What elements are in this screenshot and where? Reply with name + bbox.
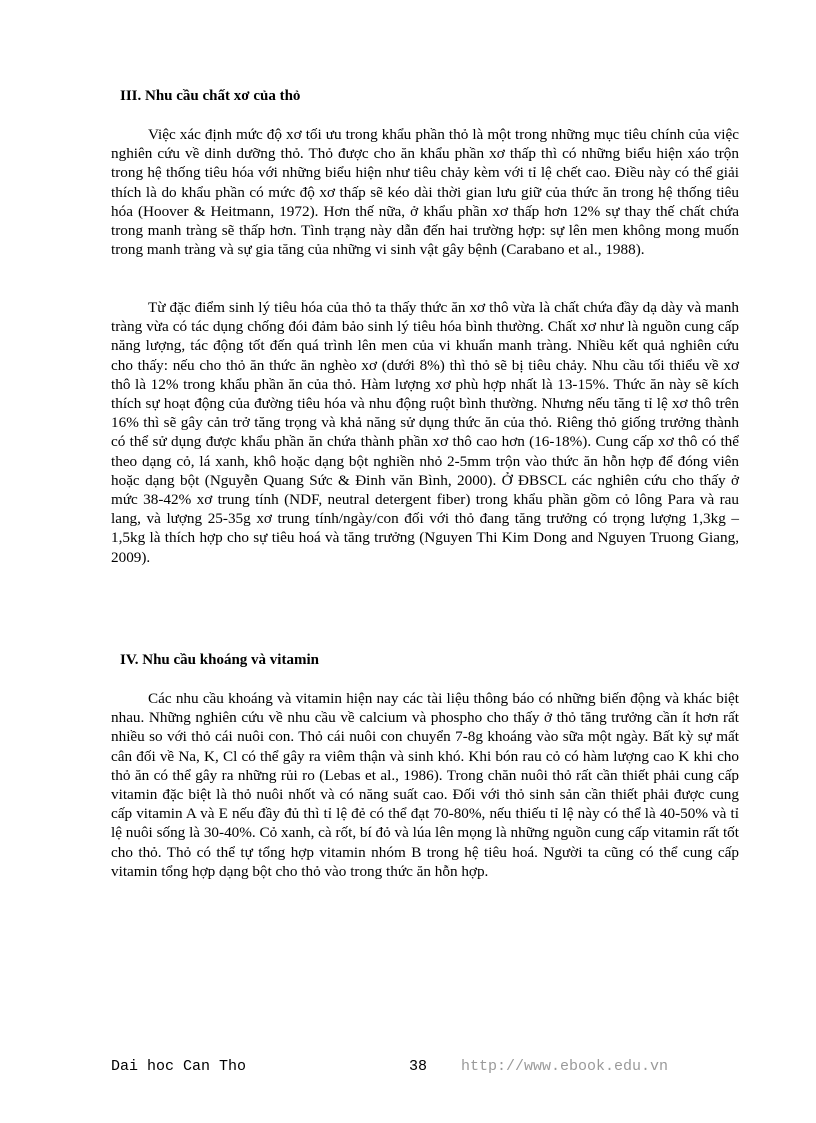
section-3-paragraph-1: Việc xác định mức độ xơ tối ưu trong khẩu phần thỏ là một trong những mục tiêu chính của việc nghiên cứu về dinh dưỡng thỏ. Thỏ được cho ăn khẩu phần xơ thấp thì có những biểu hiện xáo trộn trong hệ thống tiêu hóa với những biểu hiện như tiêu chảy kèm với tỉ lệ chết cao. Điều này có thể giải thích là do khẩu phần có mức độ xơ thấp sẽ kéo dài thời gian lưu giữ của thức ăn trong hệ thống tiêu hóa (Hoover & Heitmann, 1972). Hơn thế nữa, ở khẩu phần xơ thấp hơn 12% sự thay thế chất chứa trong manh tràng sẽ thấp hơn. Tình trạng này dẫn đến hai trường hợp: sự lên men không mong muốn trong manh tràng và sự gia tăng của những vi sinh vật gây bệnh (Carabano et al., 1988). (111, 126, 739, 259)
section-4-heading: IV. Nhu cầu khoáng và vitamin (120, 652, 319, 668)
section-3-paragraph-2: Từ đặc điểm sinh lý tiêu hóa của thỏ ta thấy thức ăn xơ thô vừa là chất chứa đầy dạ dày và manh tràng vừa có tác dụng chống đói đảm bảo sinh lý tiêu hóa bình thường. Chất xơ như là nguồn cung cấp năng lượng, tác động tốt đến quá trình lên men của vi khuẩn manh tràng. Nhiều kết quả nghiên cứu cho thấy: nếu cho thỏ ăn thức ăn nghèo xơ (dưới 8%) thì thỏ sẽ bị tiêu chảy. Nhu cầu tối thiểu về xơ thô là 12% trong khẩu phần ăn của thỏ. Hàm lượng xơ phù hợp nhất là 13-15%. Thức ăn này sẽ kích thích sự hoạt động của đường tiêu hóa và nhu động ruột bình thường. Nhưng nếu tăng tỉ lệ xơ thô trên 16% thì sẽ gây cản trở tăng trọng và khả năng sử dụng thức ăn của thỏ. Riêng thỏ giống trưởng thành có thể sử dụng được khẩu phần ăn chứa thành phần xơ thô cao hơn (16-18%). Cung cấp xơ thô có thể theo dạng cỏ, lá xanh, khô hoặc dạng bột nghiền nhỏ 2-5mm trộn vào thức ăn hỗn hợp để đóng viên hoặc dạng bột (Nguyễn Quang Sức & Đinh văn Bình, 2000). Ở ĐBSCL các nghiên cứu cho thấy ở mức 38-42% xơ trung tính (NDF, neutral detergent fiber) trong khẩu phần gồm cỏ lông Para và rau lang, và lượng 25-35g xơ trung tính/ngày/con đối với thỏ đang tăng trưởng có trọng lượng 1,3kg – 1,5kg là thích hợp cho sự tiêu hoá và tăng trưởng (Nguyen Thi Kim Dong and Nguyen Truong Giang, 2009). (111, 299, 739, 566)
section-4-paragraph-1: Các nhu cầu khoáng và vitamin hiện nay các tài liệu thông báo có những biến động và khác biệt nhau. Những nghiên cứu về nhu cầu về calcium và phospho cho thấy ở thỏ tăng trưởng cần ít hơn rất nhiều so với thỏ cái nuôi con. Thỏ cái nuôi con chuyển 7-8g khoáng vào sữa một ngày. Bất kỳ sự mất cân đối về Na, K, Cl có thể gây ra viêm thận và sinh khó. Khi bón rau cỏ có hàm lượng cao K khi cho thỏ ăn có thể gây ra những rủi ro (Lebas et al., 1986). Trong chăn nuôi thỏ rất cần thiết phải cung cấp vitamin đặc biệt là thỏ nuôi nhốt và có năng suất cao. Đối với thỏ sinh sản cần thiết phải được cung cấp vitamin A và E nếu đầy đủ thì tỉ lệ đẻ có thể đạt 70-80%, nếu thiếu tỉ lệ này có thể là 40-50% và tỉ lệ nuôi sống là 30-40%. Cỏ xanh, cà rốt, bí đỏ và lúa lên mọng là những nguồn cung cấp vitamin rất tốt cho thỏ. Thỏ có thể tự tổng hợp vitamin nhóm B trong hệ tiêu hoá. Người ta cũng có thể cung cấp vitamin tổng hợp dạng bột cho thỏ vào trong thức ăn hỗn hợp. (111, 690, 739, 880)
footer-institution: Dai hoc Can Tho (111, 1058, 247, 1075)
footer-url-link[interactable]: http://www.ebook.edu.vn (461, 1058, 669, 1075)
section-3-heading: III. Nhu cầu chất xơ của thỏ (120, 88, 301, 104)
page-number: 38 (409, 1058, 428, 1075)
